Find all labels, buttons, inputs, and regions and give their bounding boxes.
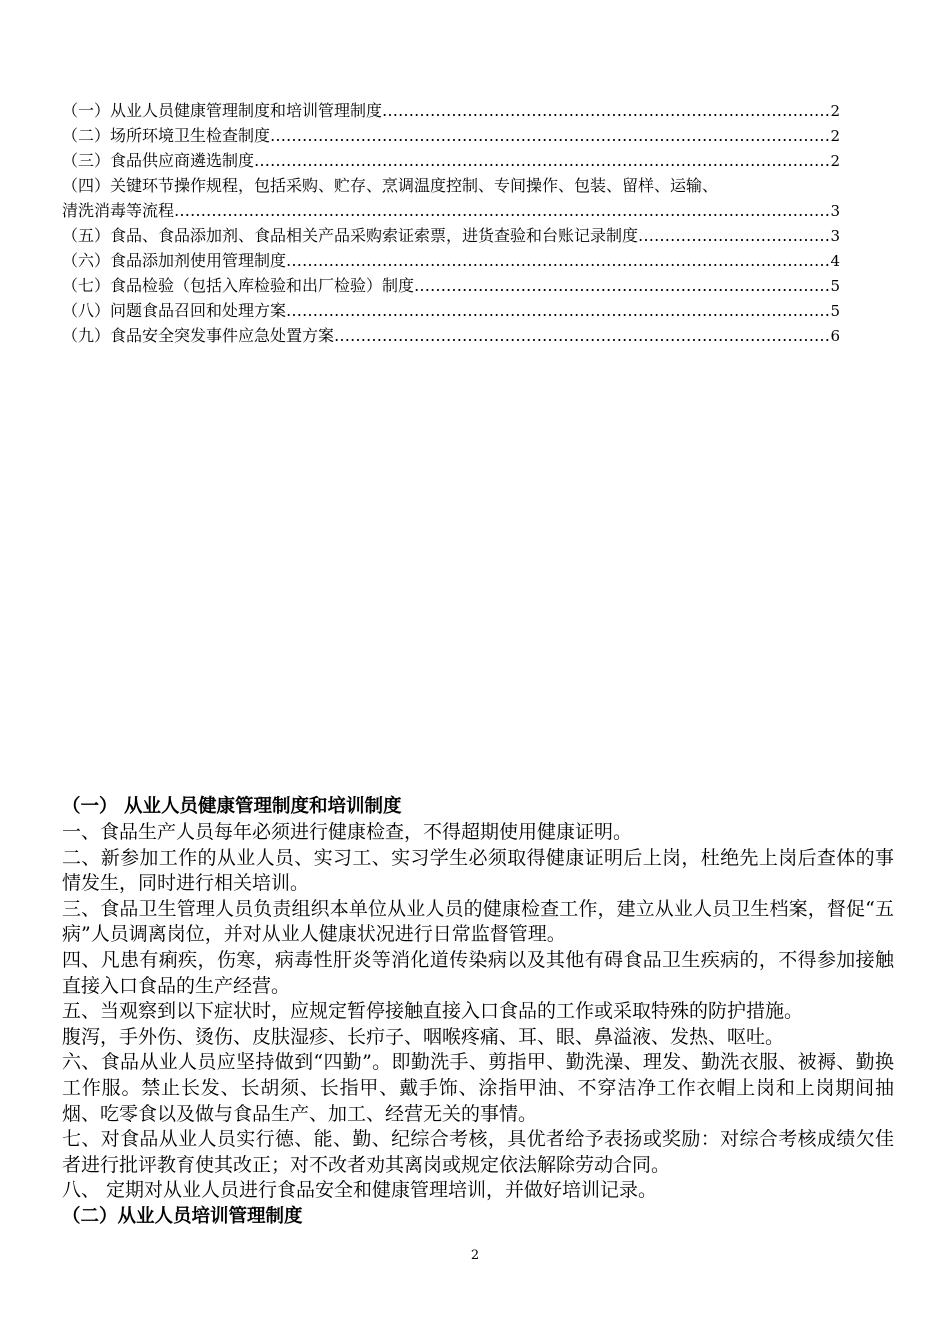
toc-entry-page: 5	[830, 277, 840, 295]
toc-entry[interactable]	[62, 323, 840, 348]
toc-entry[interactable]	[62, 198, 840, 223]
paragraph: 八、 定期对从业人员进行食品安全和健康管理培训，并做好培训记录。	[62, 1179, 658, 1202]
toc-entry-title: （七）食品检验（包括入库检验和出厂检验）制度	[62, 276, 415, 295]
toc-leader-dots	[286, 298, 829, 323]
toc-entry[interactable]	[62, 98, 840, 123]
toc-entry-title-line1[interactable]: （四）关键环节操作规程，包括采购、贮存、烹调温度控制、专间操作、包装、留样、运输、	[62, 176, 719, 195]
toc-entry-page: 2	[830, 102, 840, 120]
toc-entry-page: 2	[830, 152, 840, 170]
paragraph: 六、食品从业人员应坚持做到“四勤”。即勤洗手、剪指甲、勤洗澡、理发、勤洗衣服、被褥、勤换工作服。禁止长发、长胡须、长指甲、戴手饰、涂指甲油、不穿洁净工作衣帽上岗和上岗期间抽烟、吃零食以及做与食品生产、加工、经营无关的事情。	[62, 1051, 894, 1125]
paragraph: 一、食品生产人员每年必须进行健康检查，不得超期使用健康证明。	[62, 821, 633, 843]
toc-entry[interactable]	[62, 298, 840, 323]
toc-entry-title: （二）场所环境卫生检查制度	[62, 126, 271, 145]
table-of-contents	[62, 98, 840, 348]
toc-entry-title: （八）问题食品召回和处理方案	[62, 301, 287, 320]
toc-leader-dots	[638, 223, 829, 248]
paragraph: 五、当观察到以下症状时，应规定暂停接触直接入口食品的工作或采取特殊的防护措施。	[62, 1000, 804, 1023]
paragraph: 七、对食品从业人员实行德、能、勤、纪综合考核，具优者给予表扬或奖励：对综合考核成绩欠佳者进行批评教育使其改正；对不改者劝其离岗或规定依法解除劳动合同。	[62, 1128, 894, 1176]
toc-entry-title: （九）食品安全突发事件应急处置方案	[62, 326, 335, 345]
toc-leader-dots	[414, 273, 829, 298]
toc-entry[interactable]	[62, 273, 840, 298]
toc-entry-page: 3	[830, 202, 840, 220]
page-number: 2	[470, 1248, 480, 1263]
toc-entry-title: （六）食品添加剂使用管理制度	[62, 251, 287, 270]
toc-entry-title: （三）食品供应商遴选制度	[62, 151, 255, 170]
toc-leader-dots	[286, 248, 829, 273]
toc-leader-dots	[334, 323, 829, 348]
toc-entry[interactable]	[62, 248, 840, 273]
toc-entry-title: （五）食品、食品添加剂、食品相关产品采购索证索票，进货查验和台账记录制度	[62, 226, 639, 245]
toc-leader-dots	[382, 98, 829, 123]
toc-entry-title: 清洗消毒等流程	[62, 201, 175, 220]
toc-leader-dots	[174, 198, 829, 223]
section-heading: （二）从业人员培训管理制度	[62, 1205, 303, 1227]
paragraph: 三、食品卫生管理人员负责组织本单位从业人员的健康检查工作，建立从业人员卫生档案，督促“五病”人员调离岗位，并对从业人健康状况进行日常监督管理。	[62, 897, 894, 946]
toc-entry-page: 2	[830, 127, 840, 145]
document-body	[62, 794, 894, 1230]
toc-entry-page: 5	[830, 302, 840, 320]
paragraph: 四、凡患有痢疾，伤寒，病毒性肝炎等消化道传染病以及其他有碍食品卫生疾病的，不得参加接触直接入口食品的生产经营。	[62, 948, 894, 997]
toc-entry-title: （一）从业人员健康管理制度和培训管理制度	[62, 101, 383, 120]
paragraph: 腹泻，手外伤、烫伤、皮肤湿疹、长疖子、咽喉疼痛、耳、眼、鼻溢液、发热、呕吐。	[62, 1025, 785, 1048]
toc-leader-dots	[270, 123, 829, 148]
toc-entry[interactable]	[62, 148, 840, 173]
toc-entry[interactable]	[62, 223, 840, 248]
toc-entry-page: 3	[830, 227, 840, 245]
section-heading: （一） 从业人员健康管理制度和培训制度	[62, 796, 402, 817]
toc-entry[interactable]	[62, 123, 840, 148]
toc-entry-page: 4	[830, 252, 840, 270]
paragraph: 二、新参加工作的从业人员、实习工、实习学生必须取得健康证明后上岗，杜绝先上岗后查体的事情发生，同时进行相关培训。	[62, 846, 894, 895]
toc-entry-page: 6	[830, 327, 840, 345]
toc-leader-dots	[254, 148, 829, 173]
